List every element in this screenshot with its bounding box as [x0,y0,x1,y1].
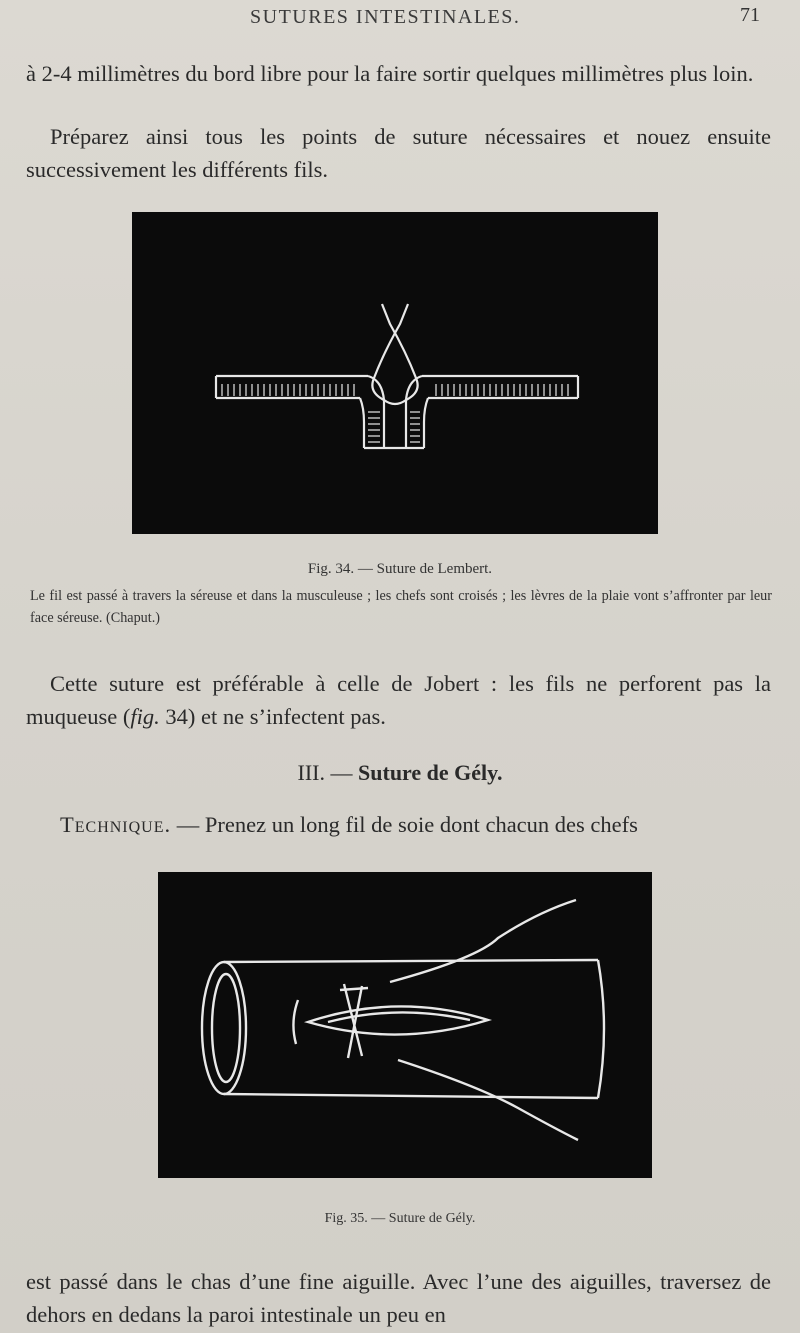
figure-34-lembert-suture [132,212,658,534]
section-numeral: III. — [297,760,359,785]
paragraph-2 [26,120,771,186]
gely-suture-drawing [158,872,652,1178]
paragraph-3-text-a: Cette suture est préférable à celle de Jobert : les fils ne perforent pas la muqueuse ( [26,671,771,729]
paragraph-3-text-b: 34) et ne s’infectent pas. [159,704,386,729]
section-title: Suture de Gély. [358,760,503,785]
figure-34-caption: Fig. 34. — Suture de Lembert. [307,561,493,577]
figure-35-gely-suture [158,872,652,1178]
paragraph-3 [26,667,771,733]
paragraph-1: à 2-4 millimètres du bord libre pour la faire sortir quelques millimètres plus loin. [26,61,754,86]
figure-34-legend: Le fil est passé à travers la séreuse et dans la musculeuse ; les chefs sont croisés ; les lèvres de la plaie vont s’affronter par leur face séreuse. (Chaput.) [30,588,772,626]
paragraph-3-italic: fig. [130,704,160,729]
paragraph-5: est passé dans le chas d’une fine aiguille. Avec l’une des aiguilles, traversez de dehors en dedans la paroi intestinale un peu en [26,1269,771,1327]
page-number: 71 [740,4,760,26]
lembert-suture-drawing [132,212,658,534]
figure-35-caption: Fig. 35. — Suture de Gély. [324,1211,476,1226]
section-heading [0,760,800,786]
paragraph-4 [26,808,771,841]
paragraph-4-lead: Technique. [60,812,172,837]
running-head: SUTURES INTESTINALES. [250,6,521,28]
paragraph-2-text: Préparez ainsi tous les points de suture nécessaires et nouez ensuite successivement les différents fils. [26,124,771,182]
paragraph-4-text: — Prenez un long fil de soie dont chacun des chefs [171,812,638,837]
